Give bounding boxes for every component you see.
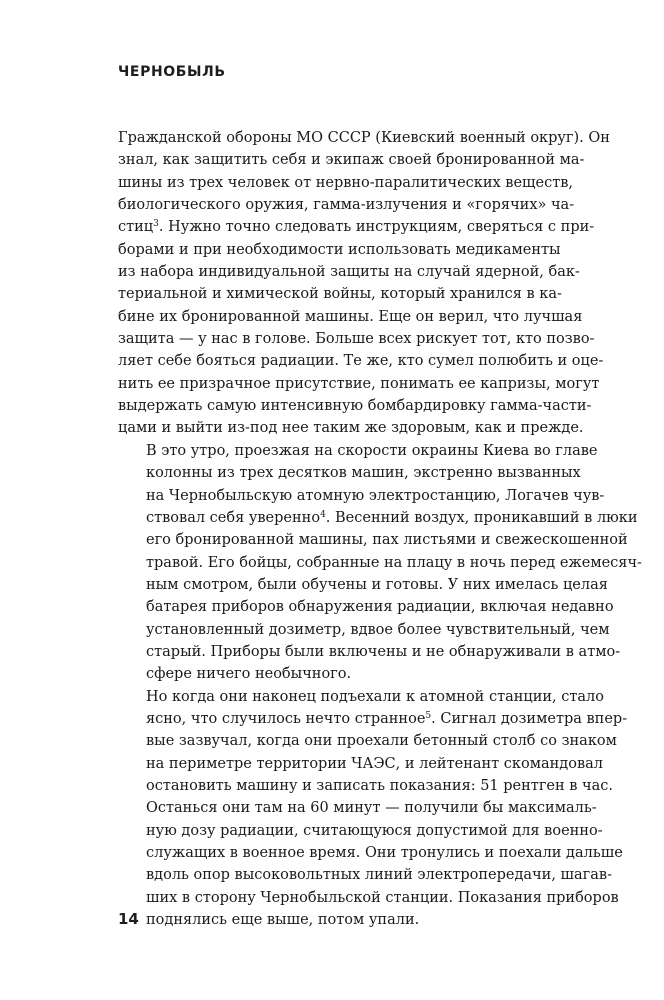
text-line-content: териальной и химической войны, который хранился в ка- (118, 286, 562, 303)
text-line (118, 887, 619, 909)
paragraph (118, 686, 628, 932)
text-line (118, 306, 583, 328)
text-line-content: служащих в военное время. Они тронулись и поехали дальше (146, 845, 623, 861)
text-line (118, 417, 584, 439)
text-line-content: поднялись еще выше, потом упали. (146, 912, 420, 929)
text-line (118, 239, 561, 261)
text-line (118, 820, 603, 842)
text-line (118, 775, 614, 797)
text-line-content: цами и выйти из-под нее таким же здоровым, как и прежде. (118, 420, 584, 437)
text-line (118, 194, 575, 216)
paragraph (118, 440, 642, 686)
text-line (118, 552, 642, 574)
text-line (118, 619, 610, 641)
text-line (118, 529, 628, 551)
text-line (118, 149, 585, 171)
text-line (118, 172, 574, 194)
text-line (118, 216, 595, 238)
text-line (118, 485, 605, 507)
text-line (118, 641, 621, 663)
text-line-content: бине их бронированной машины. Еще он верил, что лучшая (118, 308, 583, 325)
text-line (118, 395, 592, 417)
text-line-content: В это утро, проезжая на скорости окраины Киева во главе (146, 442, 598, 459)
text-line-content: борами и при необходимости использовать медикаменты (118, 241, 561, 258)
text-line-continuation: . Весенний воздух, проникавший в люки (325, 509, 638, 526)
text-line (118, 373, 600, 395)
text-line (118, 507, 638, 529)
text-line (118, 596, 614, 618)
text-line-content: защита — у нас в голове. Больше всех рискует тот, кто позво- (118, 331, 595, 348)
text-line-content: нить ее призрачное присутствие, понимать ее капризы, могут (118, 375, 600, 392)
text-line-content: его бронированной машины, пах листьями и свежескошенной (146, 532, 628, 549)
body-text (118, 127, 642, 931)
text-line-content: колонны из трех десятков машин, экстренно вызванных (146, 465, 581, 482)
text-line (118, 753, 603, 775)
text-line (118, 261, 580, 283)
text-line-content: стиц (118, 219, 154, 236)
text-line-content: из набора индивидуальной защиты на случай ядерной, бак- (118, 264, 580, 281)
page-number: 14 (118, 910, 139, 928)
text-line-content: вдоль опор высоковольтных линий электропередачи, шагав- (146, 867, 612, 884)
text-line (118, 283, 562, 305)
text-line (118, 909, 546, 931)
text-line-content: ляет себе бояться радиации. Те же, кто сумел полюбить и оце- (118, 353, 604, 370)
text-line-content: шины из трех человек от нервно-паралитических веществ, (118, 174, 574, 191)
running-head-title: ЧЕРНОБЫЛЬ (118, 64, 226, 80)
text-line (118, 730, 617, 752)
text-line-continuation: . Нужно точно следовать инструкциям, сверяться с при- (158, 219, 595, 236)
text-line (118, 462, 581, 484)
footnote-marker: 4 (320, 509, 326, 520)
text-line-content: выдержать самую интенсивную бомбардировку гамма-части- (118, 398, 592, 415)
text-line (118, 440, 598, 462)
text-line-content: биологического оружия, гамма-излучения и «горячих» ча- (118, 197, 575, 214)
text-line-content: сфере ничего необычного. (146, 666, 352, 683)
text-line-content: вые зазвучал, когда они проехали бетонный столб со знаком (146, 733, 617, 750)
text-line (118, 842, 623, 864)
text-line-content: ным смотром, были обучены и готовы. У них имелась целая (146, 576, 608, 593)
text-line-content: батарея приборов обнаружения радиации, включая недавно (146, 599, 614, 616)
text-line-content: ясно, что случилось нечто странное (146, 710, 426, 727)
text-line-content: ствовал себя уверенно (146, 509, 321, 526)
text-line (118, 708, 628, 730)
text-line-continuation: . Сигнал дозиметра впер- (431, 710, 628, 727)
text-line (118, 864, 612, 886)
text-line (118, 797, 597, 819)
text-line (118, 350, 604, 372)
text-line (118, 574, 608, 596)
text-line-content: на периметре территории ЧАЭС, и лейтенант скомандовал (146, 755, 603, 772)
text-line-content: на Чернобыльскую атомную электростанцию, Логачев чув- (146, 487, 605, 504)
text-line-content: остановить машину и записать показания: 51 рентген в час. (146, 777, 614, 794)
text-line-content: установленный дозиметр, вдвое более чувствительный, чем (146, 621, 610, 638)
text-line (118, 686, 605, 708)
text-line (118, 663, 546, 685)
text-line (118, 127, 610, 149)
text-line-content: Останься они там на 60 минут — получили бы максималь- (146, 800, 597, 817)
text-line (118, 328, 595, 350)
text-line-content: знал, как защитить себя и экипаж своей бронированной ма- (118, 152, 585, 169)
text-line-content: Но когда они наконец подъехали к атомной станции, стало (146, 688, 605, 705)
paragraph (118, 127, 610, 440)
text-line-content: Гражданской обороны МО СССР (Киевский военный округ). Он (118, 130, 610, 146)
footnote-marker: 5 (425, 710, 432, 721)
text-line-content: ших в сторону Чернобыльской станции. Показания приборов (146, 889, 619, 906)
footnote-marker: 3 (153, 219, 159, 230)
text-line-content: старый. Приборы были включены и не обнаруживали в атмо- (146, 643, 621, 660)
text-line-content: ную дозу радиации, считающуюся допустимой для военно- (146, 822, 603, 839)
text-line-content: травой. Его бойцы, собранные на плацу в ночь перед ежемесяч- (146, 554, 642, 571)
